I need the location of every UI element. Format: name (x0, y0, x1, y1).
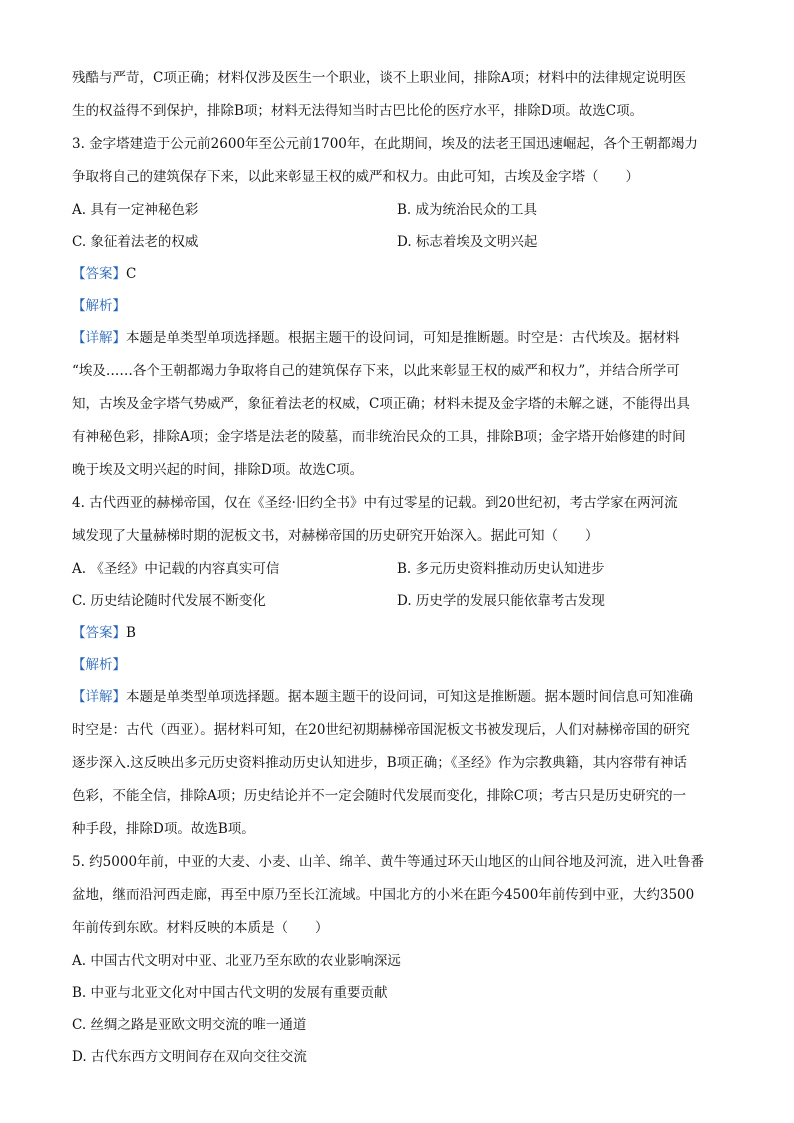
q4-option-a: A. 《圣经》中记载的内容真实可信 (72, 561, 280, 577)
q3-detail-line: 晚于埃及文明兴起的时间，排除D项。故选C项。 (72, 462, 364, 478)
q3-detail-line: 有神秘色彩，排除A项；金字塔是法老的陵墓，而非统治民众的工具，排除B项；金字塔开始修建的时间 (72, 429, 686, 445)
answer-tag: 【答案】 (72, 625, 126, 641)
q3-options-row (72, 194, 727, 226)
answer-value: B (126, 625, 136, 641)
answer-tag: 【答案】 (72, 266, 126, 282)
q3-detail-line: “埃及……各个王朝都竭力争取将自己的建筑保存下来，以此来彰显王权的威严和权力”，并结合所学可 (72, 363, 680, 379)
q4-option-c: C. 历史结论随时代发展不断变化 (72, 593, 266, 609)
detail-tag: 【详解】 (72, 689, 126, 705)
q3-analysis-heading (72, 290, 727, 322)
q4-detail-line: 逐步深入.这反映出多元历史资料推动历史认知进步，B项正确；《圣经》作为宗教典籍，其内容带有神话 (72, 755, 687, 771)
q4-option-d: D. 历史学的发展只能依靠考古发现 (397, 593, 605, 609)
q5-stem-line: 年前传到东欧。材料反映的本质是（ ） (72, 920, 329, 936)
q4-analysis-heading (72, 649, 727, 681)
q3-detail-line: 知，古埃及金字塔气势威严，象征着法老的权威，C项正确；材料未提及金字塔的未解之谜，不能得出具 (72, 396, 690, 412)
q4-options-row (72, 553, 727, 585)
q5-option-c: C. 丝绸之路是亚欧文明交流的唯一通道 (72, 1017, 307, 1033)
q3-option-c: C. 象征着法老的权威 (72, 234, 199, 250)
q5-stem-line: 盆地，继而沿河西走廊，再至中原乃至长江流域。中国北方的小米在距今4500年前传到中亚，大约3500 (72, 887, 695, 903)
q4-stem-line: 域发现了大量赫梯时期的泥板文书，对赫梯帝国的历史研究开始深入。据此可知（ ） (72, 528, 599, 544)
q4-options-row (72, 585, 727, 617)
q4-answer (72, 617, 727, 649)
q3-option-b: B. 成为统治民众的工具 (397, 202, 538, 218)
answer-value: C (126, 266, 137, 282)
document-page (72, 62, 727, 1073)
q5-stem-line: 5. 约5000年前，中亚的大麦、小麦、山羊、绵羊、黄牛等通过环天山地区的山间谷地及河流，进入吐鲁番 (72, 854, 705, 870)
q3-detail-text: 本题是单类型单项选择题。根据主题干的设问词，可知是推断题。时空是：古代埃及。据材料 (126, 330, 680, 346)
q5-option-a: A. 中国古代文明对中亚、北亚乃至东欧的农业影响深远 (72, 953, 401, 969)
q3-detail-line (72, 322, 727, 355)
q4-detail-line: 种手段，排除D项。故选B项。 (72, 821, 255, 837)
q4-stem-line: 4. 古代西亚的赫梯帝国，仅在《圣经·旧约全书》中有过零星的记载。到20世纪初，考古学家在两河流 (72, 495, 678, 511)
q5-option-b: B. 中亚与北亚文化对中国古代文明的发展有重要贡献 (72, 985, 388, 1001)
q3-option-a: A. 具有一定神秘色彩 (72, 202, 199, 218)
q4-detail-line: 色彩，不能全信，排除A项；历史结论并不一定会随时代发展而变化，排除C项；考古只是历史研究的一 (72, 788, 687, 804)
q2-explanation-line: 残酷与严苛，C项正确；材料仅涉及医生一个职业，谈不上职业间，排除A项；材料中的法律规定说明医 (72, 70, 687, 86)
q4-detail-line (72, 681, 727, 714)
analysis-tag: 【解析】 (72, 657, 126, 673)
detail-tag: 【详解】 (72, 330, 126, 346)
q3-stem-line: 争取将自己的建筑保存下来，以此来彰显王权的威严和权力。由此可知，古埃及金字塔（ ） (72, 169, 639, 185)
q5-option-d: D. 古代东西方文明间存在双向交往交流 (72, 1049, 307, 1065)
q2-explanation-line: 生的权益得不到保护，排除B项；材料无法得知当时古巴比伦的医疗水平，排除D项。故选C项。 (72, 103, 644, 119)
q3-options-row (72, 226, 727, 258)
q4-option-b: B. 多元历史资料推动历史认知进步 (397, 561, 605, 577)
q3-option-d: D. 标志着埃及文明兴起 (397, 234, 538, 250)
q4-detail-line: 时空是：古代（西亚）。据材料可知，在20世纪初期赫梯帝国泥板文书被发现后，人们对赫梯帝国的研究 (72, 722, 690, 738)
q3-answer (72, 258, 727, 290)
analysis-tag: 【解析】 (72, 298, 126, 314)
q3-stem-line: 3. 金字塔建造于公元前2600年至公元前1700年，在此期间，埃及的法老王国迅速崛起，各个王朝都竭力 (72, 136, 698, 152)
q4-detail-text: 本题是单类型单项选择题。据本题主题干的设问词，可知这是推断题。据本题时间信息可知准确 (126, 689, 693, 705)
